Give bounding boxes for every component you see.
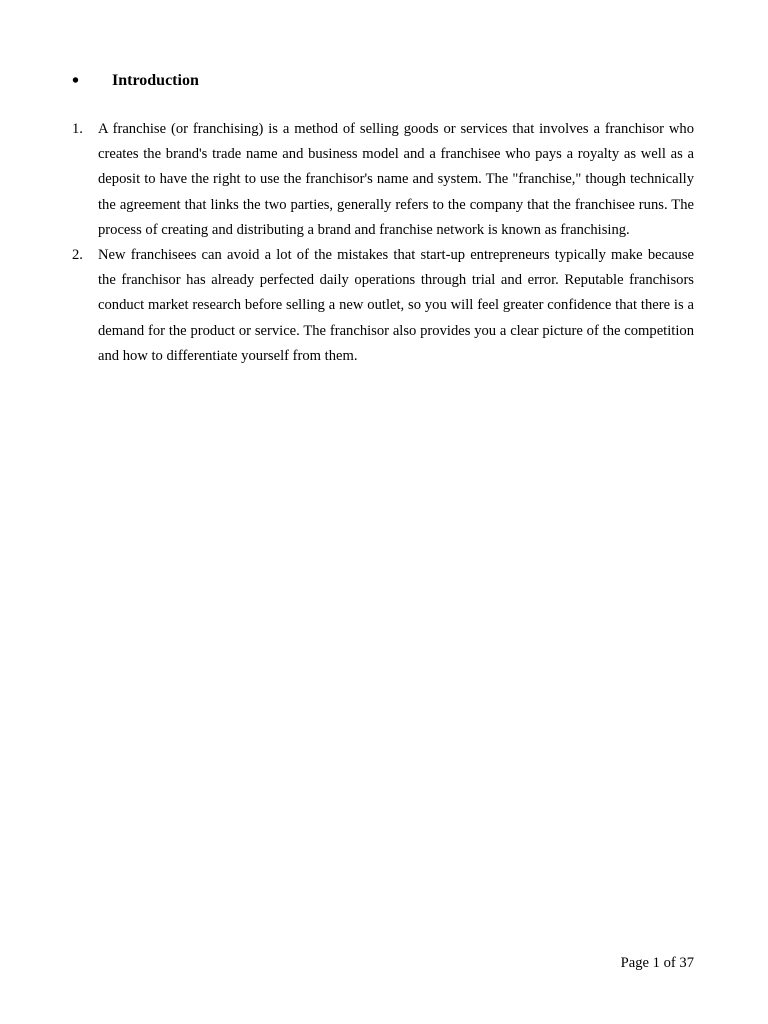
- list-item: [72, 117, 694, 243]
- list-item-text: A franchise (or franchising) is a method of selling goods or services that involves a franchisor who creates the brand's trade name and business model and a franchisee who pays a royalty as well as a deposit to have the right to use the franchisor's name and system. The "franchise," though technically the agreement that links the two parties, generally refers to the company that the franchisee runs. The process of creating and distributing a brand and franchise network is known as franchising.: [98, 121, 694, 238]
- list-item-text: New franchisees can avoid a lot of the mistakes that start-up entrepreneurs typically make because the franchisor has already perfected daily operations through trial and error. Reputable franchisors conduct market research before selling a new outlet, so you will feel greater confidence that there is a demand for the product or service. The franchisor also provides you a clear picture of the competition and how to differentiate yourself from them.: [98, 247, 694, 364]
- section-title: Introduction: [112, 72, 199, 89]
- numbered-list: [72, 117, 694, 369]
- section-heading: [72, 70, 199, 92]
- list-item-number: 1.: [72, 121, 83, 137]
- list-item: [72, 243, 694, 369]
- page-number: Page 1 of 37: [620, 955, 694, 971]
- bullet-icon: •: [72, 70, 80, 92]
- list-item-number: 2.: [72, 247, 83, 264]
